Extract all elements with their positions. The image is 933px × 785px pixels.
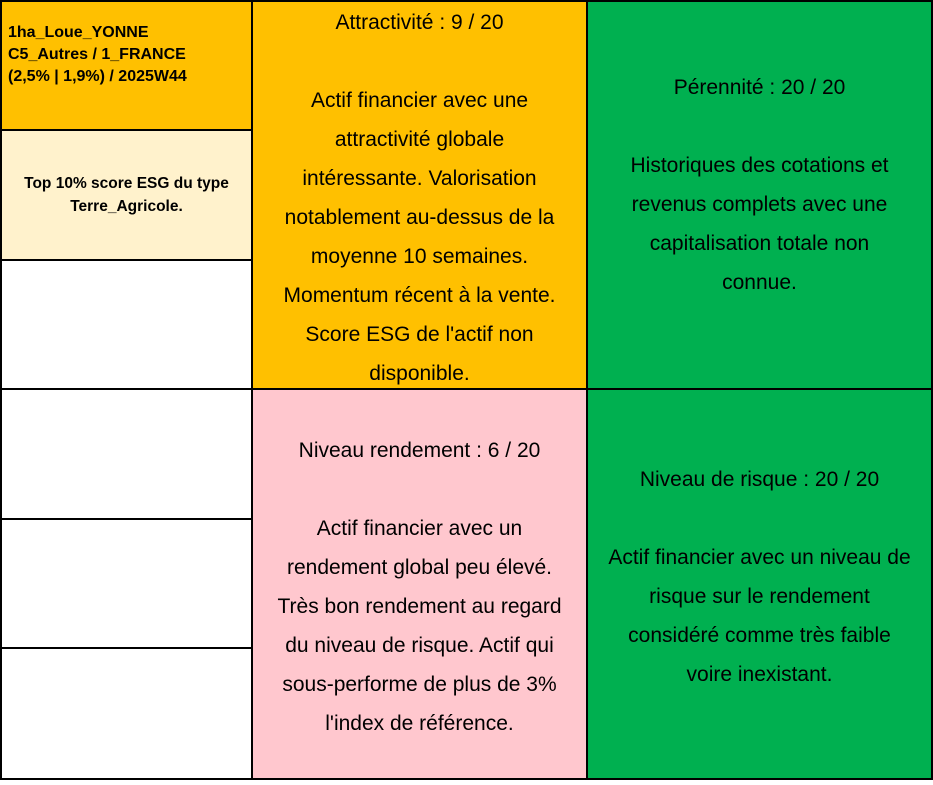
row-divider-middle [0,388,933,390]
attractivite-line: Actif financier avec une [310,89,529,112]
rendement-line: sous-performe de plus de 3% [282,673,557,696]
empty-cell-3 [2,519,251,648]
rendement-box [253,390,586,778]
asset-name: 1ha_Loue_YONNE [8,24,149,41]
attractivite-line: Momentum récent à la vente. [283,284,556,307]
left-row-divider [0,518,252,520]
esg-note-line1: Top 10% score ESG du type [24,175,229,192]
attractivite-line: attractivité globale [334,128,505,151]
attractivite-line: Score ESG de l'actif non [305,323,534,346]
rendement-line: du niveau de risque. Actif qui [285,634,554,657]
perennite-heading: Pérennité : 20 / 20 [673,76,846,99]
perennite-line: Historiques des cotations et [630,154,889,177]
risque-line: considéré comme très faible [628,624,891,647]
attractivite-text [284,81,556,393]
left-row-divider [0,259,252,261]
attractivite-heading: Attractivité : 9 / 20 [335,11,504,34]
risque-text [608,538,910,694]
attractivite-line: disponible. [369,362,470,385]
border-top [0,0,933,2]
risque-heading: Niveau de risque : 20 / 20 [639,468,880,491]
asset-header-cell [2,2,251,130]
rendement-line: Actif financier avec un [316,517,523,540]
border-left [0,0,2,780]
border-bottom [0,778,933,780]
empty-cell-1 [2,260,251,388]
attractivite-line: intéressante. Valorisation [302,167,537,190]
risque-line: risque sur le rendement [649,585,870,608]
col-divider-2 [586,0,588,780]
esg-note-cell [2,130,251,260]
attractivite-line: notablement au-dessus de la [284,206,555,229]
rendement-text [277,509,561,743]
asset-rates-period: (2,5% | 1,9%) / 2025W44 [8,68,187,85]
empty-cell-4 [2,648,251,778]
perennite-line: capitalisation totale non [649,232,870,255]
perennite-line: connue. [722,271,797,294]
rendement-line: l'index de référence. [325,712,514,735]
col-divider-1 [251,0,253,780]
risque-line: voire inexistant. [686,663,833,686]
perennite-line: revenus complets avec une [631,193,888,216]
perennite-text [631,146,889,302]
empty-cell-2 [2,390,251,519]
rendement-line: Très bon rendement au regard [277,595,562,618]
perennite-box [588,2,931,388]
attractivite-box [253,2,586,388]
attractivite-line: moyenne 10 semaines. [310,245,529,268]
left-row-divider [0,129,252,131]
left-row-divider [0,647,252,649]
risque-line: Actif financier avec un niveau de [608,546,911,569]
risque-box [588,390,931,778]
esg-note-line2: Terre_Agricole. [70,198,183,215]
rendement-line: rendement global peu élevé. [286,556,553,579]
rendement-heading: Niveau rendement : 6 / 20 [298,439,541,462]
asset-category: C5_Autres / 1_FRANCE [8,46,186,63]
